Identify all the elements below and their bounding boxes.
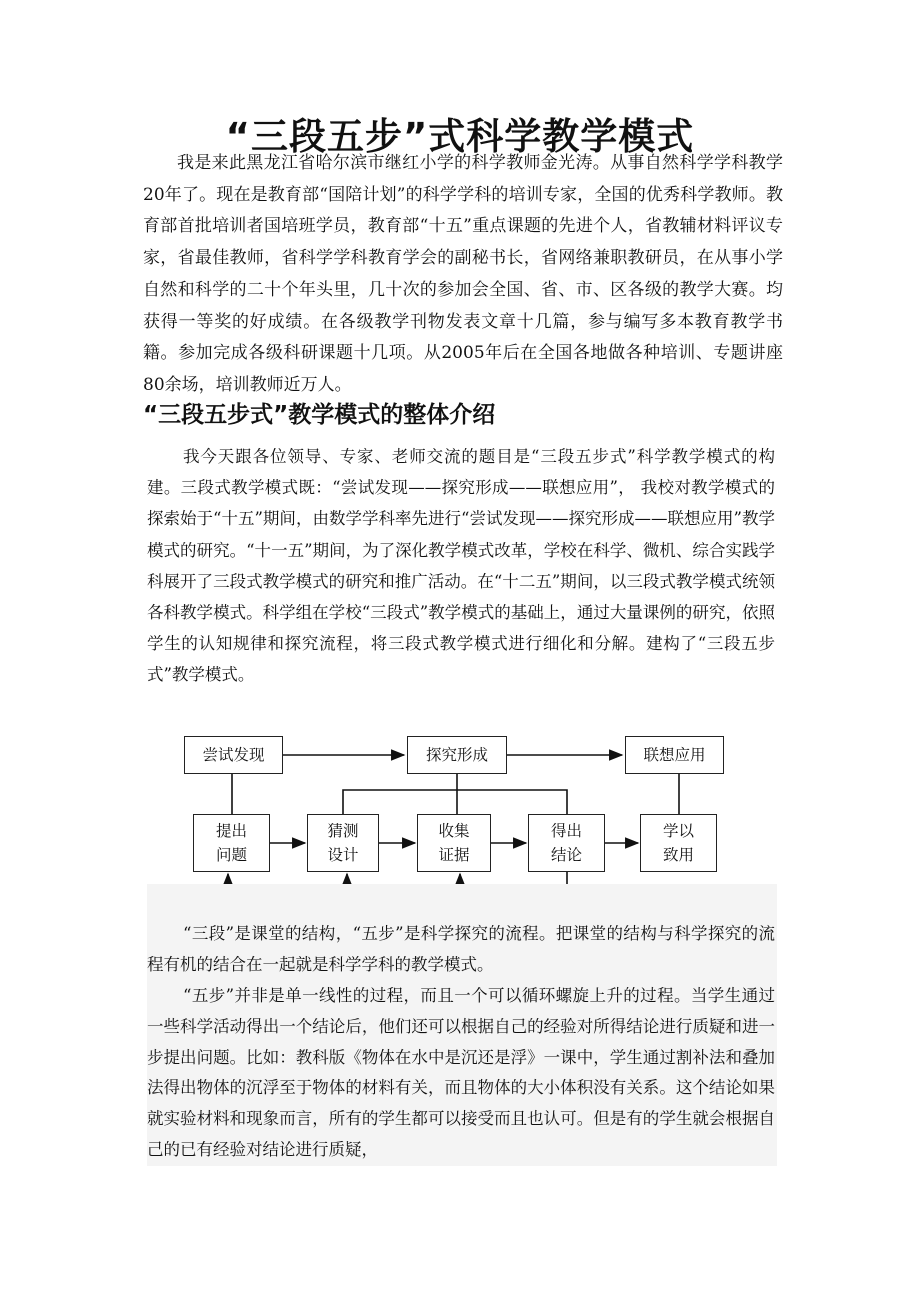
author-intro-paragraph: 我是来此黑龙江省哈尔滨市继红小学的科学教师金光涛。从事自然科学学科教学20年了。现在是教育部“国陪计划”的科学学科的培训专家，全国的优秀科学教师。教育部首批培训者国培班学员，教育部“十五”重点课题的先进个人，省教辅材料评议专家，省最佳教师，省科学学科教育学会的副秘书长，省网络兼职教研员，在从事小学自然和科学的二十个年头里，几十次的参加会全国、省、市、区各级的教学大赛。均获得一等奖的好成绩。在各级教学刊物发表文章十几篇，参与编写多本教育教学书籍。参加完成各级科研课题十几项。从2005年后在全国各地做各种培训、专题讲座80余场，培训教师近万人。 bbox=[143, 153, 783, 395]
five-step-paragraph: “五步”并非是单一线性的过程，而且一个可以循环螺旋上升的过程。当学生通过一些科学活动得出一个结论后，他们还可以根据自己的经验对所得结论进行质疑和进一步提出问题。比如：教科版《物体在水中是沉还是浮》一课中，学生通过割补法和叠加法得出物体的沉浮至于物体的材料有关，而且物体的大小体积没有关系。这个结论如果就实验材料和现象而言，所有的学生都可以接受而且也认可。但是有的学生就会根据自己的已有经验对结论进行质疑， bbox=[147, 986, 775, 1159]
stage-box-explore-form bbox=[407, 736, 507, 774]
step-box-guess-design bbox=[307, 814, 379, 872]
three-stage-paragraph: “三段”是课堂的结构，“五步”是科学探究的流程。把课堂的结构与科学探究的流程有机的结合在一起就是科学学科的教学模式。 bbox=[147, 924, 775, 974]
step-label-line2: 证据 bbox=[438, 846, 470, 864]
stage-label: 联想应用 bbox=[643, 746, 706, 764]
stage-label: 探究形成 bbox=[425, 746, 488, 764]
step-label-line1: 提出 bbox=[215, 822, 247, 840]
stage-label: 尝试发现 bbox=[202, 746, 265, 764]
step-label-line1: 猜测 bbox=[327, 822, 359, 840]
section-heading: “三段五步式”教学模式的整体介绍 bbox=[143, 402, 496, 428]
step-box-raise-question bbox=[193, 814, 270, 872]
stage-box-try-discover bbox=[184, 736, 283, 774]
step-box-draw-conclusion bbox=[528, 814, 605, 872]
step-label-line1: 得出 bbox=[550, 822, 582, 840]
document-title: “三段五步”式科学教学模式 bbox=[225, 115, 695, 158]
model-intro-paragraph: 我今天跟各位领导、专家、老师交流的题目是“三段五步式”科学教学模式的构建。三段式教学模式既：“尝试发现——探究形成——联想应用”， 我校对教学模式的探索始于“十五”期间，由数学学科率先进行“尝试发现——探究形成——联想应用”教学模式的研究。“十一五”期间，为了深化教学模式改革，学校在科学、微机、综合实践学科展开了三段式教学模式的研究和推广活动。在“十二五”期间，以三段式教学模式统领各科教学模式。科学组在学校“三段式”教学模式的基础上，通过大量课例的研究，依照学生的认知规律和探究流程，将三段式教学模式进行细化和分解。建构了“三段五步式”教学模式。 bbox=[147, 447, 775, 685]
step-label-line1: 收集 bbox=[438, 822, 470, 840]
step-label-line1: 学以 bbox=[662, 822, 694, 840]
step-box-apply-learning bbox=[640, 814, 717, 872]
connector-stage2-bracket bbox=[343, 790, 567, 815]
step-label-line2: 设计 bbox=[327, 846, 359, 864]
step-label-line2: 致用 bbox=[662, 846, 694, 864]
step-box-collect-evidence bbox=[417, 814, 491, 872]
step-label-line2: 结论 bbox=[550, 846, 582, 864]
step-label-line2: 问题 bbox=[215, 846, 247, 864]
stage-box-associate-apply bbox=[625, 736, 724, 774]
